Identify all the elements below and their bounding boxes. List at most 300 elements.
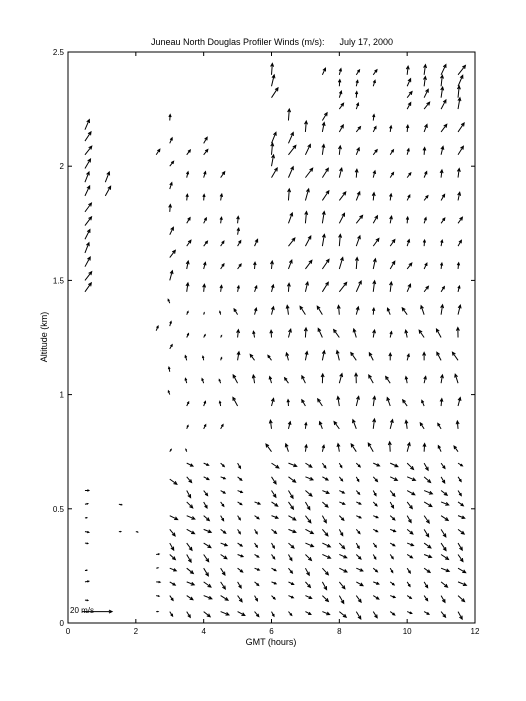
wind-arrow bbox=[373, 330, 376, 338]
wind-arrow bbox=[187, 554, 191, 562]
wind-arrow bbox=[373, 554, 376, 559]
wind-arrow bbox=[136, 531, 138, 532]
wind-arrow bbox=[204, 582, 211, 587]
wind-arrow bbox=[272, 463, 279, 468]
wind-arrow bbox=[424, 502, 432, 507]
wind-arrow bbox=[250, 354, 254, 360]
wind-arrow bbox=[407, 568, 410, 573]
wind-arrow bbox=[441, 287, 444, 292]
wind-arrow bbox=[186, 283, 189, 292]
wind-arrow bbox=[288, 145, 295, 154]
wind-arrow bbox=[169, 204, 172, 211]
wind-arrow bbox=[441, 463, 445, 468]
wind-arrow bbox=[339, 192, 345, 201]
wind-arrow bbox=[356, 612, 361, 619]
wind-arrow bbox=[305, 491, 312, 497]
wind-arrow bbox=[441, 568, 449, 571]
wind-arrow bbox=[85, 243, 89, 253]
wind-arrow bbox=[168, 367, 170, 372]
wind-arrow bbox=[339, 543, 344, 549]
wind-arrow bbox=[422, 400, 424, 406]
wind-arrow bbox=[85, 120, 90, 130]
wind-arrow bbox=[373, 529, 377, 531]
wind-arrow bbox=[220, 194, 223, 200]
wind-arrow bbox=[373, 491, 376, 496]
wind-arrow bbox=[322, 168, 328, 177]
wind-arrow bbox=[270, 261, 273, 269]
wind-arrow bbox=[407, 263, 412, 269]
wind-arrow bbox=[355, 92, 357, 98]
wind-arrow bbox=[373, 171, 376, 178]
wind-arrow bbox=[353, 329, 356, 338]
wind-arrow bbox=[368, 443, 373, 452]
wind-arrow bbox=[456, 328, 459, 338]
wind-arrow bbox=[204, 477, 209, 480]
wind-arrow bbox=[119, 504, 122, 505]
wind-arrow bbox=[285, 444, 288, 452]
wind-arrow bbox=[339, 168, 342, 178]
wind-arrow bbox=[288, 516, 295, 520]
wind-arrow bbox=[373, 281, 376, 292]
wind-arrow bbox=[338, 80, 341, 87]
wind-arrow bbox=[287, 400, 289, 406]
y-tick-label: 1 bbox=[59, 390, 64, 400]
wind-arrow bbox=[390, 216, 393, 223]
wind-arrow bbox=[288, 582, 293, 585]
wind-arrow bbox=[390, 554, 393, 558]
wind-arrow bbox=[288, 213, 292, 223]
wind-arrow bbox=[356, 127, 360, 132]
wind-arrow bbox=[423, 352, 426, 360]
wind-arrow bbox=[302, 376, 306, 383]
y-tick-label: 0.5 bbox=[52, 504, 64, 514]
wind-arrow bbox=[458, 582, 466, 586]
wind-arrow bbox=[407, 103, 411, 110]
wind-arrow bbox=[255, 543, 258, 547]
wind-arrow bbox=[423, 77, 426, 87]
wind-arrow bbox=[424, 568, 430, 572]
wind-arrow bbox=[458, 217, 462, 223]
wind-arrow bbox=[356, 70, 359, 75]
wind-arrow bbox=[221, 554, 227, 558]
wind-arrow bbox=[272, 612, 275, 617]
wind-arrow bbox=[373, 568, 377, 572]
wind-arrow bbox=[424, 172, 427, 178]
wind-arrow bbox=[423, 240, 425, 246]
wind-arrow bbox=[204, 612, 211, 617]
wind-arrow bbox=[233, 397, 238, 406]
wind-arrow bbox=[373, 543, 376, 547]
wind-arrow bbox=[85, 217, 92, 226]
wind-arrow bbox=[424, 218, 426, 224]
wind-arrow bbox=[187, 612, 191, 618]
wind-arrow bbox=[254, 308, 257, 315]
wind-arrow bbox=[272, 491, 276, 498]
wind-arrow bbox=[356, 516, 361, 518]
wind-arrow bbox=[356, 236, 360, 246]
wind-arrow bbox=[85, 581, 89, 583]
wind-arrow bbox=[322, 477, 328, 480]
wind-arrow bbox=[458, 192, 461, 200]
wind-arrow bbox=[403, 400, 408, 406]
wind-arrow bbox=[356, 491, 359, 495]
wind-arrow bbox=[288, 502, 293, 509]
wind-arrow bbox=[458, 398, 461, 406]
wind-arrow bbox=[238, 612, 245, 616]
wind-arrow bbox=[272, 568, 277, 571]
wind-arrow bbox=[455, 374, 458, 383]
wind-arrow bbox=[407, 173, 411, 178]
wind-arrow bbox=[406, 66, 409, 75]
wind-arrow bbox=[322, 491, 329, 494]
wind-arrow bbox=[458, 516, 465, 519]
wind-arrow bbox=[288, 596, 293, 598]
wind-arrow bbox=[85, 229, 90, 239]
wind-arrow bbox=[458, 75, 463, 86]
wind-arrow bbox=[187, 582, 195, 585]
wind-arrow bbox=[405, 330, 408, 337]
wind-arrow bbox=[305, 144, 310, 154]
wind-arrow bbox=[204, 529, 212, 532]
y-axis-label: Altitude (km) bbox=[39, 311, 49, 363]
wind-arrow bbox=[339, 91, 342, 98]
wind-arrow bbox=[221, 358, 222, 361]
wind-arrow bbox=[271, 143, 274, 155]
wind-arrow bbox=[390, 240, 395, 247]
wind-arrow bbox=[356, 103, 358, 109]
wind-arrow bbox=[424, 286, 428, 292]
wind-arrow bbox=[407, 79, 411, 87]
y-tick-label: 1.5 bbox=[52, 276, 64, 286]
wind-arrow bbox=[238, 516, 241, 520]
wind-arrow bbox=[170, 449, 172, 451]
wind-arrow bbox=[387, 308, 390, 314]
wind-arrow bbox=[322, 543, 330, 547]
wind-arrow bbox=[187, 334, 189, 338]
wind-arrow bbox=[441, 100, 446, 109]
wind-arrow bbox=[373, 516, 378, 518]
wind-arrow bbox=[170, 345, 172, 349]
wind-arrow bbox=[221, 477, 226, 479]
wind-arrow bbox=[156, 149, 160, 155]
wind-arrow bbox=[255, 529, 258, 533]
wind-arrow bbox=[170, 582, 176, 585]
y-tick-label: 2.5 bbox=[52, 48, 64, 57]
wind-arrow bbox=[305, 516, 310, 523]
wind-arrow bbox=[204, 425, 206, 429]
wind-arrow bbox=[272, 75, 275, 86]
wind-arrow bbox=[390, 582, 394, 585]
wind-arrow bbox=[305, 282, 308, 292]
wind-arrow bbox=[186, 261, 189, 269]
wind-arrow bbox=[255, 596, 258, 601]
wind-arrow bbox=[339, 257, 343, 268]
wind-arrow bbox=[255, 582, 259, 586]
wind-arrow bbox=[238, 582, 242, 588]
wind-arrow bbox=[302, 400, 306, 406]
wind-arrow bbox=[407, 543, 413, 546]
wind-arrow bbox=[390, 502, 393, 508]
wind-arrow bbox=[185, 356, 187, 361]
wind-arrow bbox=[373, 80, 375, 86]
wind-arrow bbox=[424, 263, 427, 269]
wind-arrow bbox=[187, 491, 191, 498]
wind-arrow bbox=[390, 568, 393, 572]
wind-arrow bbox=[305, 582, 310, 588]
wind-arrow bbox=[85, 159, 91, 168]
wind-arrow bbox=[356, 543, 359, 548]
chart-title: Juneau North Douglas Profiler Winds (m/s): July 17, 2000 bbox=[150, 37, 394, 47]
wind-arrow bbox=[168, 391, 170, 395]
wind-arrow bbox=[204, 313, 205, 315]
wind-arrow bbox=[253, 331, 255, 337]
wind-arrow bbox=[187, 311, 188, 314]
wind-arrow bbox=[203, 262, 206, 269]
wind-arrow bbox=[187, 463, 193, 466]
wind-arrow bbox=[220, 217, 222, 223]
wind-arrow bbox=[85, 490, 89, 492]
wind-arrow bbox=[390, 529, 395, 531]
wind-arrow bbox=[221, 596, 228, 601]
wind-arrow bbox=[318, 399, 323, 406]
wind-arrow bbox=[272, 554, 275, 558]
wind-arrow bbox=[221, 502, 224, 506]
wind-arrow bbox=[317, 306, 322, 314]
wind-arrow bbox=[339, 596, 343, 604]
wind-arrow bbox=[170, 138, 173, 144]
wind-arrow bbox=[305, 351, 308, 360]
wind-arrow bbox=[373, 477, 377, 482]
wind-arrow bbox=[305, 189, 309, 201]
wind-arrow bbox=[339, 103, 343, 109]
wind-arrow bbox=[356, 396, 359, 406]
wind-arrow bbox=[356, 529, 360, 533]
wind-arrow bbox=[238, 596, 242, 602]
wind-arrow bbox=[441, 194, 445, 200]
wind-arrow bbox=[458, 612, 462, 620]
wind-arrow bbox=[339, 582, 345, 589]
wind-arrow bbox=[339, 529, 342, 535]
wind-arrow bbox=[407, 612, 412, 614]
wind-arrow bbox=[255, 286, 257, 292]
wind-arrow bbox=[373, 502, 377, 506]
wind-arrow bbox=[285, 378, 289, 383]
wind-arrow bbox=[356, 307, 359, 315]
wind-arrow bbox=[369, 375, 374, 383]
wind-arrow bbox=[338, 146, 341, 155]
wind-arrow bbox=[272, 168, 278, 178]
wind-arrow bbox=[85, 203, 92, 212]
wind-arrow bbox=[237, 216, 240, 223]
wind-arrow bbox=[170, 543, 174, 550]
wind-arrow bbox=[322, 259, 329, 269]
wind-arrow bbox=[339, 69, 341, 75]
wind-arrow bbox=[238, 502, 242, 505]
wind-arrow bbox=[456, 421, 459, 429]
wind-arrow bbox=[407, 516, 411, 523]
wind-arrow bbox=[288, 491, 293, 499]
wind-arrow bbox=[356, 215, 362, 223]
wind-arrow bbox=[319, 422, 322, 429]
wind-arrow bbox=[389, 353, 392, 360]
wind-arrow bbox=[339, 463, 341, 467]
y-tick-label: 0 bbox=[59, 619, 64, 628]
wind-arrow bbox=[441, 529, 446, 537]
wind-arrow bbox=[204, 568, 209, 576]
wind-arrow bbox=[458, 477, 461, 482]
wind-arrow bbox=[187, 218, 190, 224]
wind-arrow bbox=[221, 425, 223, 429]
wind-arrow bbox=[322, 144, 325, 154]
wind-arrow bbox=[424, 376, 427, 383]
wind-arrow bbox=[322, 191, 328, 201]
wind-arrow bbox=[170, 271, 173, 281]
wind-arrow bbox=[458, 240, 461, 246]
wind-arrow bbox=[406, 125, 409, 132]
wind-arrow bbox=[356, 554, 361, 559]
wind-arrow bbox=[221, 543, 228, 546]
wind-arrow bbox=[221, 582, 226, 589]
wind-arrow bbox=[169, 114, 171, 120]
wind-arrow bbox=[407, 502, 412, 509]
wind-arrow bbox=[269, 420, 272, 429]
wind-arrow bbox=[339, 374, 342, 384]
wind-arrow bbox=[458, 123, 464, 132]
wind-arrow bbox=[407, 443, 410, 452]
wind-arrow bbox=[221, 568, 225, 575]
wind-arrow bbox=[421, 306, 424, 315]
wind-arrow bbox=[272, 155, 275, 166]
wind-arrow bbox=[355, 373, 358, 383]
wind-arrow bbox=[238, 554, 244, 556]
wind-arrow bbox=[373, 126, 376, 131]
wind-arrow bbox=[351, 444, 356, 452]
wind-arrow bbox=[373, 259, 376, 269]
wind-arrow bbox=[373, 150, 377, 155]
wind-arrow bbox=[322, 123, 325, 132]
x-tick-label: 8 bbox=[337, 627, 342, 636]
wind-arrow bbox=[441, 502, 449, 505]
wind-arrow bbox=[351, 353, 356, 361]
wind-arrow bbox=[105, 186, 110, 196]
wind-arrow bbox=[204, 137, 208, 143]
wind-arrow bbox=[457, 168, 460, 177]
wind-arrow bbox=[105, 172, 109, 182]
wind-arrow bbox=[305, 236, 310, 246]
wind-arrow bbox=[156, 595, 159, 596]
wind-arrow bbox=[424, 102, 430, 109]
wind-arrow bbox=[305, 543, 313, 547]
wind-arrow bbox=[187, 150, 191, 155]
wind-arrow bbox=[407, 477, 415, 481]
wind-arrow bbox=[390, 172, 393, 177]
wind-arrow bbox=[336, 351, 339, 361]
wind-arrow bbox=[353, 420, 357, 429]
wind-arrow bbox=[337, 305, 340, 314]
wind-arrow bbox=[441, 596, 445, 603]
wind-arrow bbox=[373, 419, 376, 429]
wind-arrow bbox=[221, 336, 222, 338]
wind-arrow bbox=[119, 531, 121, 532]
wind-arrow bbox=[441, 305, 444, 315]
wind-arrow bbox=[187, 502, 193, 508]
wind-arrow bbox=[369, 353, 373, 361]
wind-arrow bbox=[322, 211, 325, 223]
wind-arrow bbox=[221, 241, 224, 246]
wind-arrow bbox=[186, 449, 187, 451]
wind-arrow bbox=[252, 375, 255, 383]
wind-arrow bbox=[337, 444, 340, 452]
wind-arrow bbox=[424, 196, 428, 201]
wind-arrow bbox=[266, 444, 272, 452]
wind-arrow bbox=[187, 425, 188, 428]
wind-arrow bbox=[170, 516, 178, 520]
wind-arrow bbox=[441, 543, 446, 551]
wind-arrow bbox=[305, 477, 313, 480]
wind-arrow bbox=[407, 354, 409, 360]
wind-arrow bbox=[237, 352, 240, 361]
wind-arrow bbox=[441, 554, 448, 559]
wind-arrow bbox=[356, 568, 363, 571]
wind-arrow bbox=[221, 529, 226, 533]
wind-arrow bbox=[305, 211, 308, 223]
wind-arrow bbox=[424, 543, 431, 548]
wind-arrow bbox=[322, 351, 325, 361]
wind-arrow bbox=[356, 502, 361, 504]
wind-arrow bbox=[204, 218, 207, 223]
wind-arrow bbox=[170, 596, 173, 601]
wind-arrow bbox=[458, 596, 465, 602]
wind-arrow bbox=[339, 282, 346, 291]
wind-arrow bbox=[304, 121, 307, 132]
wind-arrow bbox=[305, 260, 311, 269]
wind-arrow bbox=[339, 568, 347, 572]
wind-arrow bbox=[373, 396, 376, 406]
wind-arrow bbox=[204, 149, 208, 154]
wind-arrow bbox=[440, 375, 443, 383]
wind-arrow bbox=[407, 529, 413, 534]
wind-arrow bbox=[204, 502, 207, 508]
wind-arrow bbox=[390, 543, 395, 546]
wind-arrow bbox=[424, 124, 427, 132]
wind-arrow bbox=[458, 554, 463, 561]
wind-arrow bbox=[407, 195, 410, 200]
wind-arrow bbox=[334, 330, 340, 338]
wind-arrow bbox=[356, 80, 358, 86]
wind-arrow bbox=[286, 305, 289, 314]
wind-arrow bbox=[389, 194, 392, 201]
wind-arrow bbox=[424, 477, 430, 483]
scale-key-label: 20 m/s bbox=[70, 606, 95, 615]
wind-arrow bbox=[407, 554, 412, 557]
wind-arrow bbox=[288, 422, 291, 429]
y-axis bbox=[53, 48, 475, 628]
wind-arrow bbox=[441, 491, 447, 496]
wind-arrow bbox=[237, 286, 239, 292]
wind-arrow bbox=[373, 463, 379, 466]
wind-arrow bbox=[238, 463, 241, 468]
wind-arrow bbox=[386, 376, 391, 383]
wind-arrow bbox=[272, 88, 278, 98]
wind-arrow bbox=[288, 612, 291, 616]
wind-arrow bbox=[85, 272, 92, 281]
wind-arrow bbox=[186, 194, 188, 200]
wind-arrow bbox=[255, 612, 259, 617]
wind-arrow bbox=[356, 582, 363, 586]
x-tick-label: 10 bbox=[402, 627, 412, 636]
wind-arrow bbox=[407, 240, 410, 246]
wind-arrow bbox=[440, 170, 443, 178]
